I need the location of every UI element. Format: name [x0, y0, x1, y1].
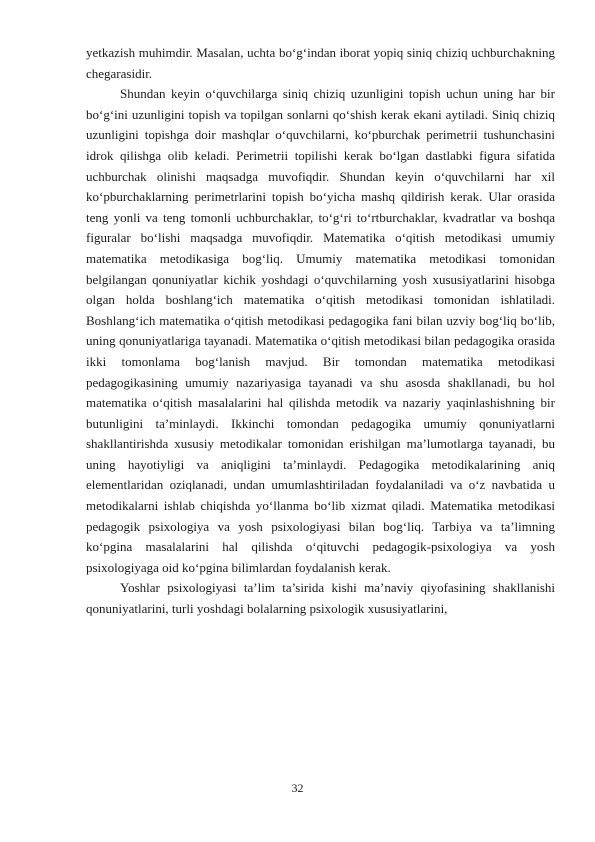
page-number: 32: [291, 781, 304, 795]
document-page: [86, 43, 555, 620]
paragraph-youth-psychology: Yoshlar psixologiyasi ta’lim ta’sirida kishi ma’naviy qiyofasining shakllanishi qonuniyatlarini, turli yoshdagi bolalarning psixologik xususiyatlarini,: [86, 580, 555, 617]
paragraph-perimeter-methodology: Shundan keyin o‘quvchilarga siniq chiziq uzunligini topish uchun uning har bir bo‘g‘ini uzunligini topish va topilgan sonlarni qo‘shish kerak ekani aytiladi. Siniq chiziq uzunligini topishga doir mashqlar o‘quvchilarni, ko‘pburchak perimetrii tushunchasini idrok qilishga olib keladi. Perimetrii topilishi kerak bo‘lgan dastlabki figura sifatida uchburchak olinishi maqsadga muvofiqdir. Shundan keyin o‘quvchilarni har xil ko‘pburchaklarning perimetrlarini topish bo‘yicha mashq qildirish kerak. Ular orasida teng yonli va teng tomonli uchburchaklar, to‘g‘ri to‘rtburchaklar, kvadratlar va boshqa figuralar bo‘lishi maqsadga muvofiqdir. Matematika o‘qitish metodikasi umumiy matematika metodikasiga bog‘liq. Umumiy matematika metodikasi tomonidan belgilangan qonuniyatlar kichik yoshdagi o‘quvchilarning yosh xususiyatlarini hisobga olgan holda boshlang‘ich matematika o‘qitish metodikasi tomonidan ishlatiladi. Boshlang‘ich matematika o‘qitish metodikasi pedagogika fani bilan uzviy bog‘liq bo‘lib, uning qonuniyatlariga tayanadi. Matematika o‘qitish metodikasi bilan pedagogika orasida ikki tomonlama bog‘lanish mavjud. Bir tomondan matematika metodikasi pedagogikasining umumiy nazariyasiga tayanadi va shu asosda shakllanadi, bu hol matematika o‘qitish masalalarini hal qilishda metodik va nazariy yaqinlashishning bir butunligini ta’minlaydi. Ikkinchi tomondan pedagogika umumiy qonuniyatlarni shakllantirishda xususiy metodikalar tomonidan erishilgan ma’lumotlarga tayanadi, bu uning hayotiyligi va aniqligini ta’minlaydi. Pedagogika metodikalarining aniq elementlaridan oziqlanadi, undan umumlashtiriladan foydalaniladi va o‘z navbatida u metodikalarni ishlab chiqishda yo‘llanma bo‘lib xizmat qiladi. Matematika metodikasi pedagogik psixologiya va yosh psixologiyasi bilan bog‘liq. Tarbiya va ta’limning ko‘pgina masalalarini hal qilishda o‘qituvchi pedagogik-psixologiya va yosh psixologiyaga oid ko‘pgina bilimlardan foydalanish kerak.: [86, 86, 555, 575]
paragraph-continuation: yetkazish muhimdir. Masalan, uchta bo‘g‘indan iborat yopiq siniq chiziq uchburchakning chegarasidir.: [86, 45, 555, 81]
